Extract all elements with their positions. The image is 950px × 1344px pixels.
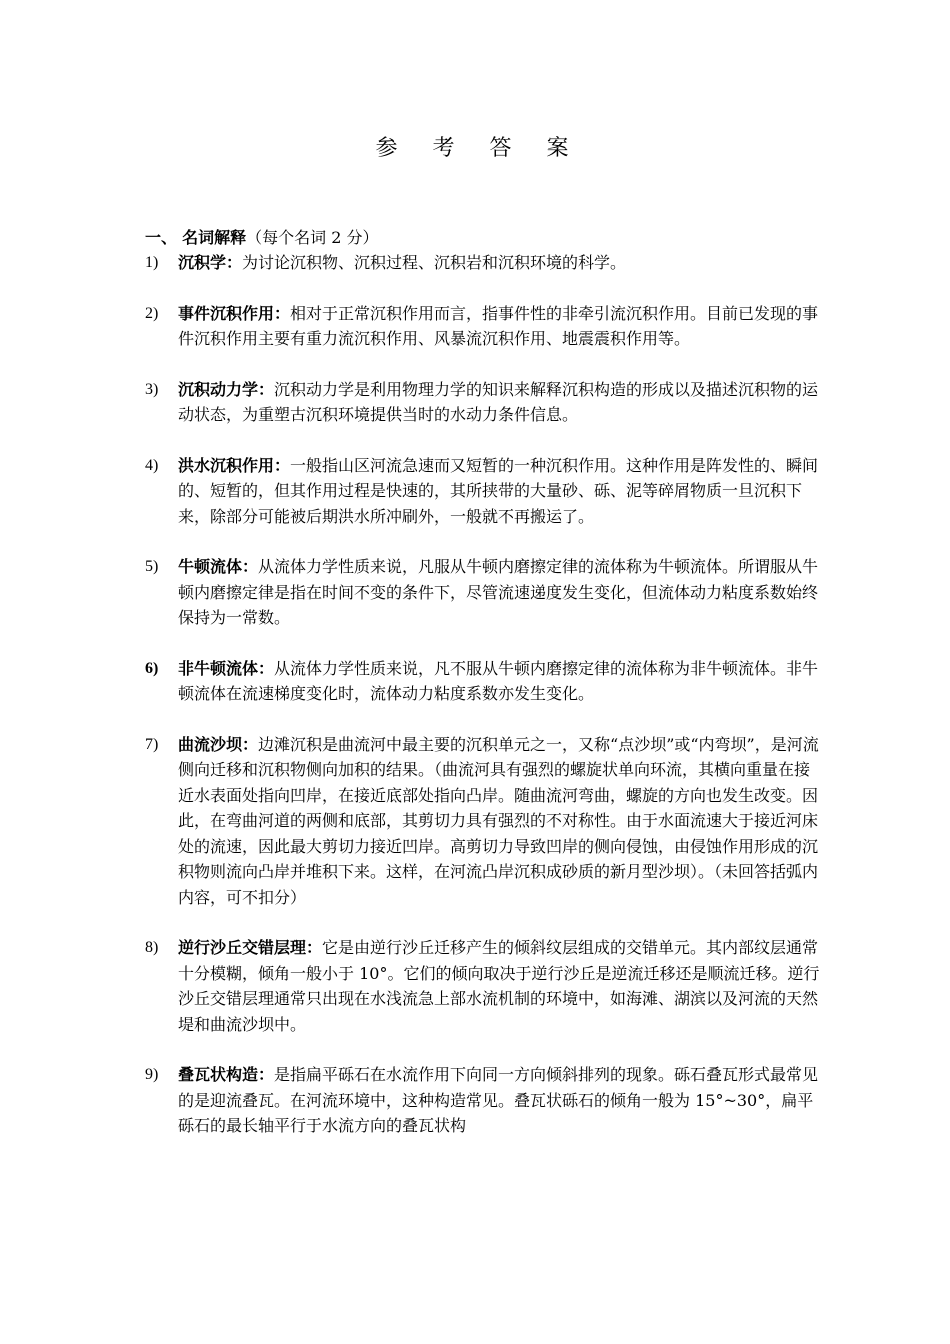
item-number: 3) bbox=[145, 380, 159, 398]
item-term: 沉积学： bbox=[178, 253, 243, 272]
item-term: 牛顿流体： bbox=[178, 557, 259, 576]
item-text: 沉积动力学是利用物理力学的知识来解释沉积构造的形成以及描述沉积物的运动状态，为重塑古沉积环境提供当时的水动力条件信息。 bbox=[178, 379, 819, 424]
item-term: 曲流沙坝： bbox=[178, 734, 259, 754]
section-note: （每个名词 2 分） bbox=[246, 228, 379, 247]
list-item bbox=[145, 935, 825, 1037]
item-number: 4) bbox=[145, 456, 159, 474]
item-text: 是指扁平砾石在水流作用下向同一方向倾斜排列的现象。砾石叠瓦形式最常见的是迎流叠瓦。在河流环境中，这种构造常见。叠瓦状砾石的倾角一般为 15°~30°，扁平砾石的最长轴平行于水流方向的叠瓦状构 bbox=[178, 1065, 819, 1135]
item-text: 为讨论沉积物、沉积过程、沉积岩和沉积环境的科学。 bbox=[242, 253, 627, 272]
item-term: 事件沉积作用： bbox=[178, 303, 291, 323]
item-text: 从流体力学性质来说，凡不服从牛顿内磨擦定律的流体称为非牛顿流体。非牛顿流体在流速梯度变化时，流体动力粘度系数亦发生变化。 bbox=[178, 658, 819, 703]
section-heading bbox=[145, 226, 378, 250]
item-term: 逆行沙丘交错层理： bbox=[178, 938, 323, 957]
definition-list bbox=[145, 250, 825, 1164]
item-text: 它是由逆行沙丘迁移产生的倾斜纹层组成的交错单元。其内部纹层通常十分模糊，倾角一般小于 10°。它们的倾向取决于逆行沙丘是逆流迁移还是顺流迁移。逆行沙丘交错层理通常只出现在水浅流急上部水流机制的环境中，如海滩、湖滨以及河流的天然堤和曲流沙坝中。 bbox=[178, 938, 820, 1034]
item-text: 从流体力学性质来说，凡服从牛顿内磨擦定律的流体称为牛顿流体。所谓服从牛顿内磨擦定律是指在时间不变的条件下，尽管流速递度发生变化，但流体动力粘度系数始终保持为一常数。 bbox=[178, 557, 819, 627]
list-item bbox=[145, 554, 825, 631]
item-number: 8) bbox=[145, 939, 159, 956]
page-title: 参 考 答 案 bbox=[375, 136, 583, 161]
item-term: 叠瓦状构造： bbox=[178, 1065, 275, 1084]
item-number: 7) bbox=[145, 735, 159, 753]
item-term: 洪水沉积作用： bbox=[178, 455, 291, 475]
item-number: 6) bbox=[145, 659, 159, 677]
list-item bbox=[145, 732, 825, 911]
list-item bbox=[145, 1062, 825, 1139]
list-item bbox=[145, 377, 825, 428]
item-number: 1) bbox=[145, 254, 159, 271]
section-name: 名词解释 bbox=[182, 228, 247, 247]
item-term: 沉积动力学： bbox=[178, 379, 275, 399]
item-number: 9) bbox=[145, 1066, 159, 1083]
item-term: 非牛顿流体： bbox=[178, 658, 275, 678]
section-number: 一、 bbox=[145, 228, 178, 247]
list-item bbox=[145, 250, 825, 276]
item-number: 5) bbox=[145, 558, 159, 575]
item-number: 2) bbox=[145, 304, 159, 322]
list-item bbox=[145, 301, 825, 352]
list-item bbox=[145, 453, 825, 530]
item-text: 相对于正常沉积作用而言，指事件性的非牵引流沉积作用。目前已发现的事件沉积作用主要有重力流沉积作用、风暴流沉积作用、地震震积作用等。 bbox=[178, 303, 819, 348]
list-item bbox=[145, 656, 825, 707]
item-text: 一般指山区河流急速而又短暂的一种沉积作用。这种作用是阵发性的、瞬间的、短暂的，但其作用过程是快速的，其所挟带的大量砂、砾、泥等碎屑物质一旦沉积下来，除部分可能被后期洪水所冲刷外，一般就不再搬运了。 bbox=[178, 455, 819, 526]
item-text: 边滩沉积是曲流河中最主要的沉积单元之一，又称“点沙坝”或“内弯坝”，是河流侧向迁移和沉积物侧向加积的结果。（曲流河具有强烈的螺旋状单向环流，其横向重量在接近水表面处指向凹岸，在接近底部处指向凸岸。随曲流河弯曲，螺旋的方向也发生改变。因此，在弯曲河道的两侧和底部，其剪切力具有强烈的不对称性。由于水面流速大于接近河床处的流速，因此最大剪切力接近凹岸。高剪切力导致凹岸的侧向侵蚀，由侵蚀作用形成的沉积物则流向凸岸并堆积下来。这样，在河流凸岸沉积成砂质的新月型沙坝）。（未回答括弧内内容，可不扣分） bbox=[178, 734, 819, 907]
